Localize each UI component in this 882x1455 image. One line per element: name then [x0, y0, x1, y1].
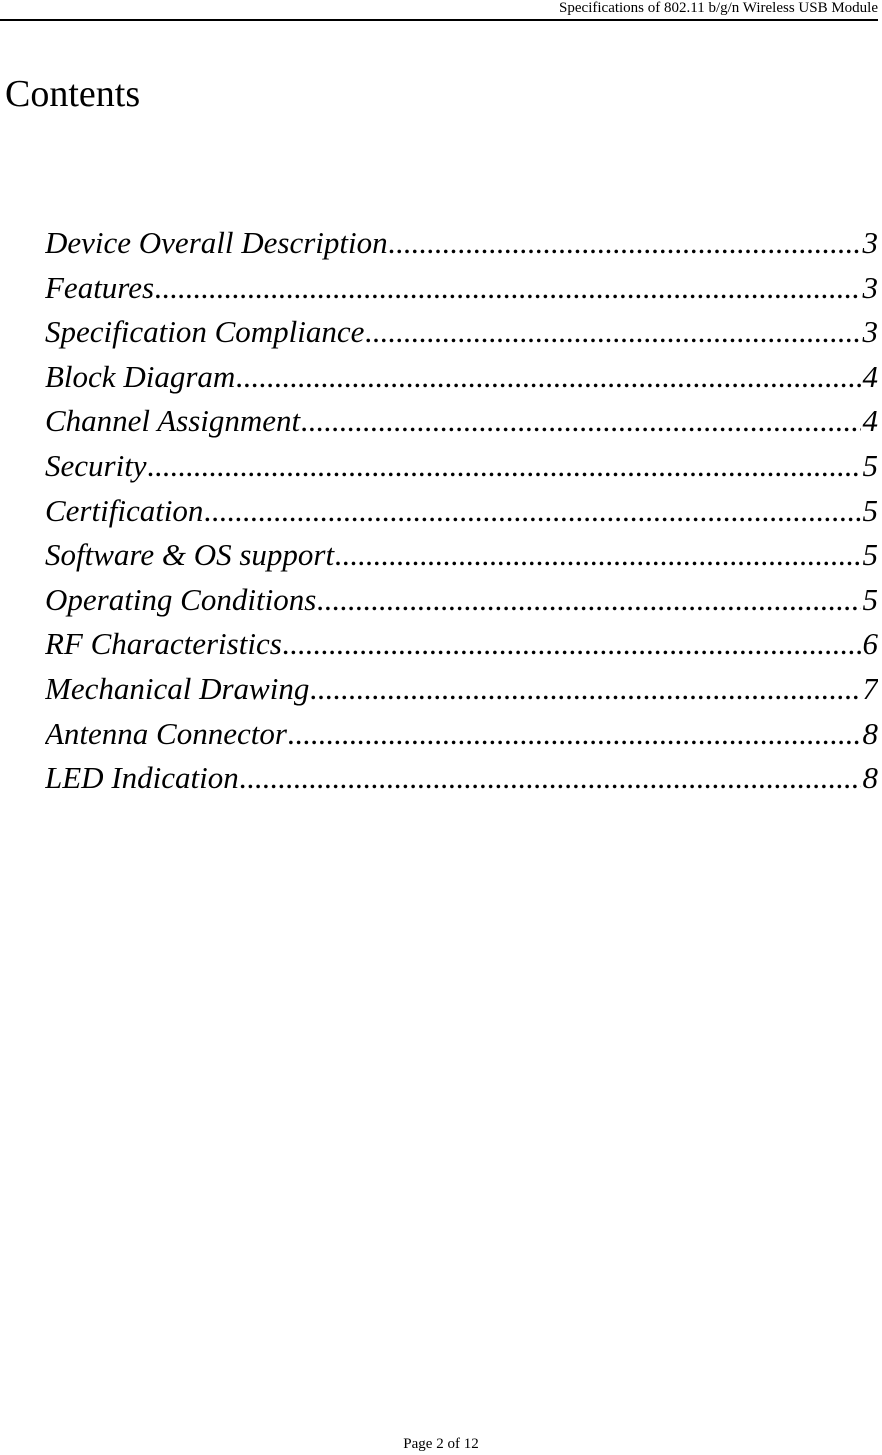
dot-leader — [364, 310, 860, 355]
dot-leader — [300, 399, 860, 444]
page-number: Page 2 of 12 — [403, 1436, 479, 1452]
dot-leader — [334, 533, 860, 578]
toc-entry-specification-compliance[interactable] — [45, 310, 878, 355]
toc-entry-antenna-connector[interactable] — [45, 712, 878, 757]
dot-leader — [388, 221, 861, 266]
toc-entry-label: Specification Compliance — [45, 314, 365, 350]
toc-entry-label: RF Characteristics — [45, 626, 282, 662]
toc-entry-led-indication[interactable] — [45, 756, 878, 801]
toc-entry-page: 3 — [862, 269, 878, 305]
toc-entry-security[interactable] — [45, 444, 878, 489]
dot-leader — [316, 578, 860, 623]
toc-entry-label: Block Diagram — [45, 358, 236, 394]
toc-entry-label: Features — [45, 269, 155, 305]
dot-leader — [309, 667, 860, 712]
toc-entry-rf-characteristics[interactable] — [45, 622, 878, 667]
toc-entry-label: Antenna Connector — [45, 715, 287, 751]
page-title: Contents — [5, 73, 141, 115]
toc-entry-operating-conditions[interactable] — [45, 578, 878, 623]
toc-entry-page: 7 — [862, 670, 878, 706]
dot-leader — [282, 622, 861, 667]
toc-entry-label: LED Indication — [45, 760, 239, 796]
dot-leader — [239, 756, 861, 801]
toc-entry-label: Operating Conditions — [45, 581, 317, 617]
toc-entry-page: 4 — [862, 358, 878, 394]
toc-entry-label: Channel Assignment — [45, 403, 301, 439]
toc-entry-page: 3 — [862, 314, 878, 350]
toc-entry-block-diagram[interactable] — [45, 355, 878, 400]
toc-entry-label: Device Overall Description — [45, 225, 388, 260]
toc-entry-page: 5 — [862, 492, 878, 528]
toc-entry-channel-assignment[interactable] — [45, 399, 878, 444]
toc-entry-label: Mechanical Drawing — [45, 670, 310, 706]
toc-entry-features[interactable] — [45, 266, 878, 311]
toc-entry-label: Software & OS support — [45, 537, 335, 573]
toc-entry-mechanical-drawing[interactable] — [45, 667, 878, 712]
dot-leader — [154, 266, 860, 311]
toc-entry-page: 3 — [862, 225, 878, 260]
toc-entry-device-overall-description[interactable] — [45, 221, 878, 266]
toc-entry-page: 6 — [862, 626, 878, 662]
toc-entry-page: 5 — [862, 581, 878, 617]
page-header — [0, 0, 878, 21]
toc-entry-page: 5 — [862, 537, 878, 573]
toc-entry-page: 8 — [862, 760, 878, 796]
header-title: Specifications of 802.11 b/g/n Wireless USB Module — [559, 0, 878, 16]
toc-entry-page: 4 — [862, 403, 878, 439]
page-footer — [0, 1436, 882, 1453]
toc-entry-page: 5 — [862, 447, 878, 483]
table-of-contents — [45, 221, 878, 801]
toc-entry-certification[interactable] — [45, 489, 878, 534]
dot-leader — [203, 489, 860, 534]
toc-entry-page: 8 — [862, 715, 878, 751]
toc-entry-label: Security — [45, 447, 147, 483]
dot-leader — [287, 712, 861, 757]
dot-leader — [147, 444, 861, 489]
toc-entry-label: Certification — [45, 492, 204, 528]
toc-entry-software-os-support[interactable] — [45, 533, 878, 578]
dot-leader — [235, 355, 860, 400]
